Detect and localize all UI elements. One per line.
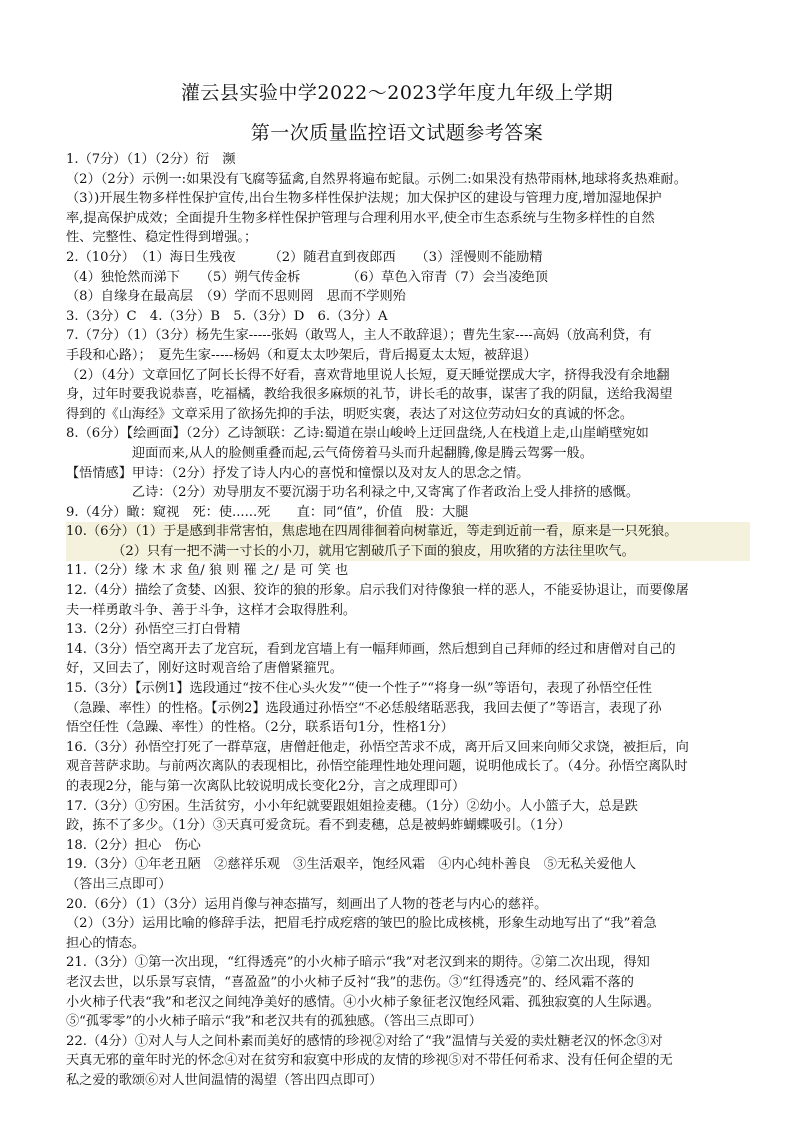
text-line: （2）（4分）文章回忆了阿长长得不好看，喜欢背地里说人长短，夏天睡觉摆成大字，挤得我没有余地翻 <box>66 367 670 383</box>
text-line: 19.（3分）①年老丑陋 ②慈祥乐观 ③生活艰辛，饱经风霜 ④内心纯朴善良 ⑤无私关爱他人 <box>66 857 637 873</box>
text-line: （急躁、率性）的性格。【示例2】选段通过孙悟空“不必恁般绪聒恶我，我回去便了”等语言，表现了孙 <box>66 700 662 716</box>
text-line: 的表现2分，能与第一次离队比较说明成长变化2分，言之成理即可） <box>66 779 466 794</box>
text-line: 9.（4分）瞰：窥视 死：使......死 直：同“值”，价值 股：大腿 <box>66 504 469 520</box>
text-line: 12.（4分）描绘了贪婪、凶狠、狡诈的狼的形象。启示我们对待像狼一样的恶人，不能妥协退让，而要像屠 <box>66 583 689 599</box>
text-line: 私之爱的歌颂⑥对人世间温情的渴望（答出四点即可） <box>66 1072 383 1088</box>
text-line: 17.（3分）①穷困。生活贫穷，小小年纪就要跟姐姐捡麦穗。（1分）②幼小。人小篮子大，总是跌 <box>66 798 638 814</box>
text-line: 8.（6分）【绘画面】（2分）乙诗颔联：乙诗:蜀道在崇山峻岭上迂回盘绕,人在栈道上走,山崖峭壁宛如 <box>66 426 649 442</box>
text-line: 16.（3分）孙悟空打死了一群草寇，唐僧赶他走，孙悟空苦求不成，离开后又回来向师父求饶，被拒后，向 <box>66 739 689 755</box>
text-line: （2）（3分）运用比喻的修辞手法，把眉毛拧成疙瘩的皱巴的脸比成核桃，形象生动地写出了“我”着急 <box>66 916 657 932</box>
text-line: （8）自缘身在最高层 （9）学而不思则罔 思而不学则殆 <box>66 289 406 305</box>
text-line: 担心的情态。 <box>66 935 146 951</box>
text-line: 15.（3分）【示例1】选段通过“按不住心头火发”“使一个性子”“将身一纵”等语句，表现了孙悟空任性 <box>66 681 652 697</box>
text-line: 3.（3分）C 4.（3分）B 5.（3分）D 6.（3分）A <box>66 308 388 324</box>
text-line: 13.（2分）孙悟空三打白骨精 <box>66 622 241 638</box>
text-line: 手段和心路）； 夏先生家-----杨妈（和夏太太吵架后，背后揭夏太太短，被辞退） <box>66 347 537 363</box>
text-line: 好，又回去了，刚好这时观音给了唐僧紧箍咒。 <box>66 661 343 677</box>
text-line: 小火柿子代表“我”和老汉之间纯净美好的感情。④小火柿子象征老汉饱经风霜、孤独寂寞的人生际遇。 <box>66 994 660 1010</box>
text-line: （答出三点即可） <box>66 876 172 892</box>
text-line: 得到的《山海经》文章采用了欲扬先抑的手法，明贬实褒，表达了对这位劳动妇女的真诚的怀念。 <box>66 406 634 422</box>
text-line: 7.（7分）（1）（3分）杨先生家-----张妈（敢骂人，主人不敢辞退）；曹先生家----高妈（放高利贷，有 <box>66 328 652 344</box>
text-line: 14.（3分）悟空离开去了龙宫玩，看到龙宫墙上有一幅拜师画，然后想到自己拜师的经过和唐僧对自己的 <box>66 641 676 657</box>
page-subtitle: 第一次质量监控语文试题参考答案 <box>250 122 544 144</box>
text-line: 率,提高保护成效；全面提升生物多样性保护管理与合理利用水平,使全市生态系统与生物多样性的自然 <box>66 210 655 226</box>
text-line: ⑤“孤零零”的小火柿子暗示“我”和老汉共有的孤独感。（答出三点即可） <box>66 1014 482 1030</box>
text-line: 悟空任性（急躁、率性）的性格。（2分，联系语句1分，性格1分） <box>66 720 454 736</box>
text-line: 【悟情感】甲诗：（2分）抒发了诗人内心的喜悦和憧憬以及对友人的思念之情。 <box>66 465 530 481</box>
text-line: 跤，拣不了多少。（1分）③天真可爱贪玩。看不到麦穗，总是被蚂蚱蝴蝶吸引。（1分） <box>66 818 571 834</box>
text-line: 22.（4分）①对人与人之间朴素而美好的感情的珍视②对给了“我”温情与关爱的卖灶糖老汉的怀念③对 <box>66 1033 663 1049</box>
text-line: 迎面而来,从人的脸侧重叠而起,云气倚傍着马头而升起翻腾,像是腾云驾雾一般。 <box>66 445 593 461</box>
text-line: 20.（6分）（1）（3分）运用肖像与神态描写，刻画出了人物的苍老与内心的慈祥。 <box>66 896 548 912</box>
text-line: 老汉去世，以乐景写哀情，“喜盈盈”的小火柿子反衬“我”的悲伤。③“红得透亮”的、经风霜不落的 <box>66 974 634 990</box>
highlighted-line: （2）只有一把不满一寸长的小刀，就用它割破爪子下面的狼皮，用吹猪的方法往里吹气。 <box>66 542 750 562</box>
text-line: 夫一样勇敢斗争、善于斗争，这样才会取得胜利。 <box>66 602 357 618</box>
text-line: 乙诗：（2分）劝导朋友不要沉溺于功名利禄之中,又寄寓了作者政治上受人排挤的感慨。 <box>66 485 640 501</box>
text-line: 天真无邪的童年时光的怀念④对在贫穷和寂寞中形成的友情的珍视⑤对不带任何希求、没有任何企望的无 <box>66 1053 673 1069</box>
text-line: 11.（2分）缘 木 求 鱼/ 狼 则 罹 之/ 是 可 笑 也 <box>66 563 349 579</box>
text-line: 18.（2分）担心 伤心 <box>66 837 201 853</box>
page-title: 灌云县实验中学2022～2023学年度九年级上学期 <box>180 82 614 104</box>
text-line: 1.（7分）（1）（2分）衍 濒 <box>66 152 236 167</box>
text-line: 性、完整性、稳定性得到增强。； <box>66 230 258 246</box>
text-line: （4）独怆然而涕下 （5）朔气传金柝 （6）草色入帘青（7）会当凌绝顶 <box>66 269 548 285</box>
text-line: 观音菩萨求助。与前两次离队的表现相比，孙悟空能理性地处理问题，说明他成长了。（4分。孙悟空离队时 <box>66 759 688 775</box>
text-line: （2）（2分）示例一:如果没有飞腐等猛禽,自然界将遍布蛇鼠。示例二:如果没有热带雨林,地球将炙热难耐。 <box>66 171 687 187</box>
text-line: （3）)开展生物多样性保护宣传,出台生物多样性保护法规；加大保护区的建设与管理力度,增加湿地保护 <box>66 191 662 207</box>
text-line: 2.（10分） （1）海日生残夜 （2）随君直到夜郎西 （3）淫慢则不能励精 <box>66 249 543 265</box>
text-line: 身，过年时要我说恭喜，吃福橘，教给我很多麻烦的礼节，讲长毛的故事，谋害了我的阴鼠，送给我渴望 <box>66 387 673 403</box>
answer-body <box>66 150 750 1091</box>
highlighted-line: 10.（6分）（1）于是感到非常害怕，焦虑地在四周徘徊着向树靠近，等走到近前一看，原来是一只死狼。 <box>66 522 750 542</box>
text-line: 21.（3分）①第一次出现，“红得透亮”的小火柿子暗示“我”对老汉到来的期待。②第二次出现，得知 <box>66 955 650 971</box>
